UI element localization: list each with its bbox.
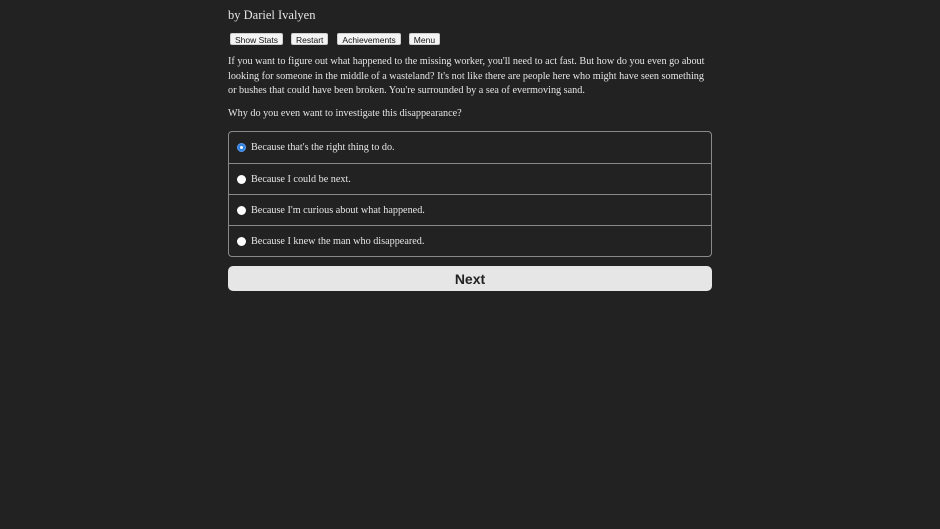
choice-option[interactable] — [229, 225, 711, 256]
radio-unselected-icon[interactable] — [237, 237, 246, 246]
author-byline: by Dariel Ivalyen — [228, 8, 316, 22]
radio-unselected-icon[interactable] — [237, 175, 246, 184]
story-passage: If you want to figure out what happened to the missing worker, you'll need to act fast. But how do you even go about looking for someone in the middle of a wasteland? It's not like there are people here who might have seen something or bushes that could have been broken. You're surrounded by a sea of evermoving sand. — [228, 56, 705, 96]
choice-label: Because I knew the man who disappeared. — [251, 235, 425, 247]
choice-option[interactable] — [229, 194, 711, 225]
choice-question: Why do you even want to investigate this disappearance? — [228, 108, 462, 119]
choice-label: Because I could be next. — [251, 173, 351, 185]
radio-unselected-icon[interactable] — [237, 206, 246, 215]
radio-selected-icon[interactable] — [237, 143, 246, 152]
next-button[interactable]: Next — [228, 266, 712, 291]
choice-option[interactable] — [229, 163, 711, 194]
show-stats-button[interactable]: Show Stats — [230, 33, 283, 45]
choice-option[interactable] — [229, 132, 711, 163]
choice-label: Because that's the right thing to do. — [251, 142, 395, 153]
menu-button[interactable]: Menu — [409, 33, 440, 45]
choice-list — [228, 131, 712, 257]
choice-label: Because I'm curious about what happened. — [251, 204, 425, 216]
achievements-button[interactable]: Achievements — [337, 33, 400, 45]
restart-button[interactable]: Restart — [291, 33, 328, 45]
game-toolbar — [230, 33, 440, 45]
